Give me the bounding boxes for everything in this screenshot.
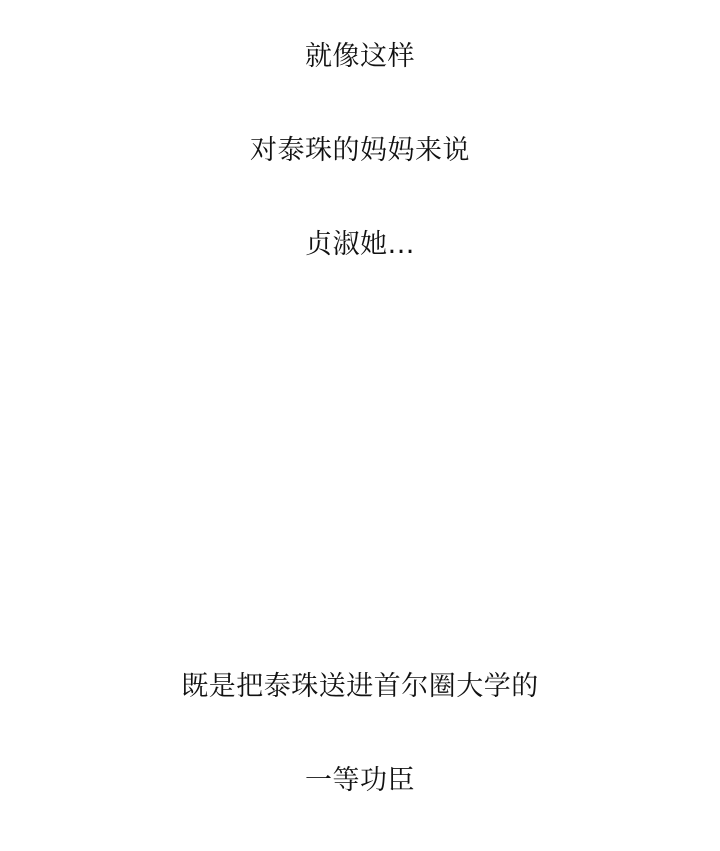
dialogue-line-2: 对泰珠的妈妈来说 bbox=[250, 135, 470, 166]
dialogue-line-5: 一等功臣 bbox=[305, 765, 415, 796]
dialogue-text-bottom bbox=[0, 616, 720, 851]
dialogue-text-top bbox=[0, 0, 720, 315]
dialogue-line-4: 既是把泰珠送进首尔圈大学的 bbox=[181, 671, 539, 702]
dialogue-line-1: 就像这样 bbox=[305, 41, 415, 72]
dialogue-line-3: 贞淑她... bbox=[305, 229, 415, 260]
